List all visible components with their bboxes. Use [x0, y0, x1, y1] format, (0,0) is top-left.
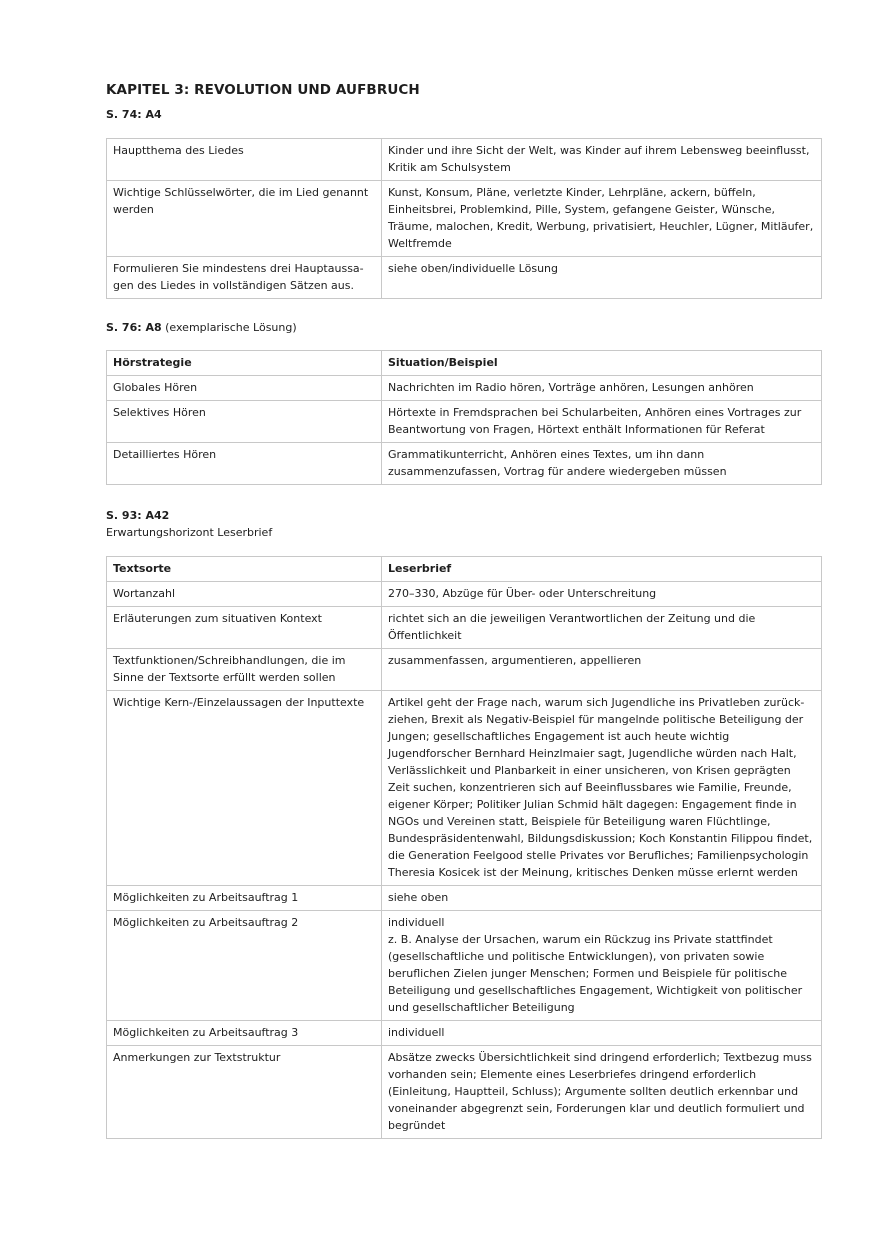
cell-value	[382, 911, 822, 1021]
cell-value: Kunst, Konsum, Pläne, verletzte Kinder, Lehrpläne, ackern, büffeln, Einheitsbrei, Problemkind, Pille, System, gefangene Geister, Wünsche, Träume, malochen, Kredit, Werbung, privatisiert, Heuchler, Lügner, Mitläufer, Weltfremde	[382, 181, 822, 257]
chapter-title: KAPITEL 3: REVOLUTION UND AUFBRUCH	[106, 82, 420, 98]
cell-value: Kinder und ihre Sicht der Welt, was Kinder auf ihrem Lebensweg beeinflusst, Kritik am Schulsystem	[382, 139, 822, 181]
cell-value: Artikel geht der Frage nach, warum sich Jugendliche ins Privatleben zurückziehen, Brexit als Negativ-Beispiel für mangelnde politische Beteiligung der Jungen; gesellschaftliches Engagement ist auch heute wichtig Jugendforscher Bernhard Heinzlmaier sagt, Jugendliche würden nach Halt, Verlässlichkeit und Planbarkeit in einer unsicheren, von Krisen geprägten Zeit suchen, konzentrieren sich auf Beeinflussbares wie Familie, Freunde, eigener Körper; Politiker Julian Schmid hält dagegen: Engagement finde in NGOs und Vereinen statt, Beispiele für Beteiligung waren Flüchtlinge, Bundespräsidentenwahl, Bildungsdiskussion; Koch Konstantin Filippou findet, die Generation Feelgood stelle Privates vor Berufliches; Familienpsychologin Theresia Kosicek ist der Meinung, kritisches Denken müsse erlernt werden	[382, 691, 822, 886]
cell-value: richtet sich an die jeweiligen Verantwortlichen der Zeitung und die Öffentlichkeit	[382, 607, 822, 649]
table-row	[107, 911, 822, 1021]
cell-value: Hörtexte in Fremdsprachen bei Schularbeiten, Anhören eines Vortrages zur Beantwortung von Fragen, Hörtext enthält Informationen für Referat	[382, 401, 822, 443]
cell-label: Textfunktionen/Schreibhandlungen, die im Sinne der Textsorte erfüllt werden sollen	[107, 649, 382, 691]
cell-label: Wortanzahl	[107, 582, 382, 607]
cell-value: siehe oben	[382, 886, 822, 911]
table-row	[107, 582, 822, 607]
cell-label: Detailliertes Hören	[107, 443, 382, 485]
cell-label: Wichtige Schlüsselwörter, die im Lied genannt werden	[107, 181, 382, 257]
cell-label: Möglichkeiten zu Arbeitsauftrag 1	[107, 886, 382, 911]
section-label-s76	[106, 321, 822, 334]
table-row	[107, 649, 822, 691]
cell-value: Absätze zwecks Übersichtlichkeit sind dringend erforderlich; Textbezug muss vorhanden sein; Elemente eines Leserbriefes dringend erforderlich (Einleitung, Hauptteil, Schluss); Argumente sollten deutlich erkennbar und voneinander abgegrenzt sein, Forderungen klar und deutlich formuliert und begründet	[382, 1046, 822, 1139]
cell-value: zusammenfassen, argumentieren, appellieren	[382, 649, 822, 691]
table-row	[107, 139, 822, 181]
table-row	[107, 607, 822, 649]
cell-label: Globales Hören	[107, 376, 382, 401]
section-subtitle: Erwartungshorizont Leserbrief	[106, 526, 273, 539]
column-header: Leserbrief	[382, 557, 822, 582]
section-label-s76-ref: S. 76: A8	[106, 321, 162, 334]
cell-label: Möglichkeiten zu Arbeitsauftrag 2	[107, 911, 382, 1021]
cell-value: Nachrichten im Radio hören, Vorträge anhören, Lesungen anhören	[382, 376, 822, 401]
cell-label: Formulieren Sie mindestens drei Hauptaussagen des Liedes in vollständigen Sätzen aus.	[107, 257, 382, 299]
table-row	[107, 401, 822, 443]
table-row	[107, 181, 822, 257]
table-header-row	[107, 557, 822, 582]
cell-value: 270–330, Abzüge für Über- oder Unterschreitung	[382, 582, 822, 607]
table-row	[107, 257, 822, 299]
table-row	[107, 443, 822, 485]
cell-line: individuell	[388, 916, 445, 929]
cell-line: z. B. Analyse der Ursachen, warum ein Rückzug ins Private stattfindet (gesellschaftliche und politische Entwicklungen), von privaten sowie beruflichen Zielen junger Menschen; Formen und Beispiele für politische Beteiligung und gesellschaftliches Engagement, Wichtigkeit von politischer und gesellschaftlicher Beteiligung	[388, 933, 803, 1014]
cell-label: Selektives Hören	[107, 401, 382, 443]
table-row	[107, 691, 822, 886]
cell-label: Wichtige Kern-/Einzelaussagen der Inputtexte	[107, 691, 382, 886]
table-row	[107, 886, 822, 911]
table-s76	[106, 350, 822, 485]
cell-label: Möglichkeiten zu Arbeitsauftrag 3	[107, 1021, 382, 1046]
cell-value: individuell	[382, 1021, 822, 1046]
table-header-row	[107, 351, 822, 376]
column-header: Situation/Beispiel	[382, 351, 822, 376]
table-s74	[106, 138, 822, 299]
table-row	[107, 1046, 822, 1139]
cell-label: Hauptthema des Liedes	[107, 139, 382, 181]
cell-value: siehe oben/individuelle Lösung	[382, 257, 822, 299]
section-label-s93: S. 93: A42	[106, 509, 170, 522]
section-label-s76-suffix: (exemplarische Lösung)	[161, 321, 297, 334]
column-header: Textsorte	[107, 557, 382, 582]
cell-value: Grammatikunterricht, Anhören eines Textes, um ihn dann zusammenzufassen, Vortrag für andere wiedergeben müssen	[382, 443, 822, 485]
table-row	[107, 1021, 822, 1046]
table-row	[107, 376, 822, 401]
column-header: Hörstrategie	[107, 351, 382, 376]
document-page	[106, 82, 822, 1139]
cell-label: Anmerkungen zur Textstruktur	[107, 1046, 382, 1139]
table-s93	[106, 556, 822, 1139]
section-label-s74: S. 74: A4	[106, 108, 162, 121]
cell-label: Erläuterungen zum situativen Kontext	[107, 607, 382, 649]
